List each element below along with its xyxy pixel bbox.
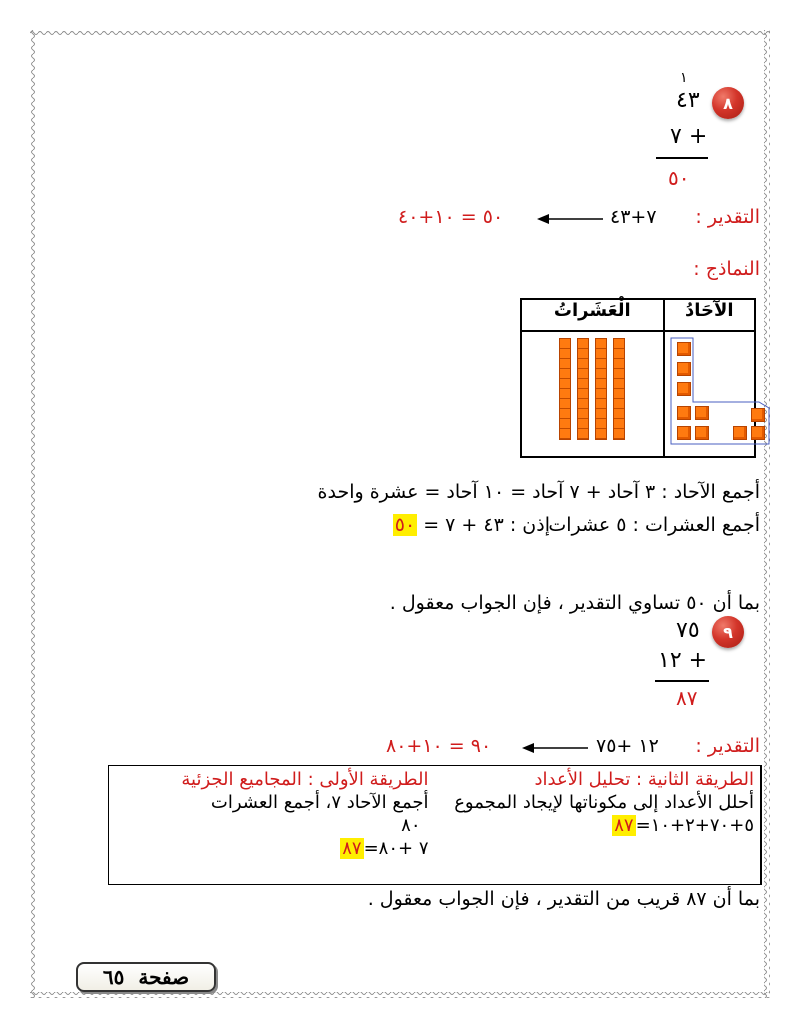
tens-sum-line: أجمع العشرات : ٥ عشرات <box>548 514 760 536</box>
method-2-expr-text: ٥+٧٠+٢+١٠= <box>635 815 754 836</box>
ones-cell <box>664 331 755 457</box>
ones-cube <box>677 382 691 396</box>
tens-cell <box>521 331 664 457</box>
tens-rod <box>613 338 625 440</box>
method-2-expr <box>441 814 755 837</box>
arrow-left-icon <box>537 212 603 226</box>
tens-rod <box>595 338 607 440</box>
problem-8-badge <box>712 87 744 119</box>
ones-cube <box>677 426 691 440</box>
estimate-result-9: ٩٠ = ١٠+٨٠ <box>386 735 492 757</box>
method-2-cell <box>435 766 762 884</box>
page-number: ٦٥ <box>102 965 125 989</box>
method-1-expr-text: ٧ +٨٠= <box>363 838 429 859</box>
problem-9-badge <box>712 616 744 648</box>
problem-8-number: ٨ <box>723 93 733 113</box>
ones-cube <box>677 342 691 356</box>
estimate-result-8: ٥٠ = ١٠+٤٠ <box>398 206 504 228</box>
addend-top-9: ٧٥ <box>676 618 700 643</box>
addend-top: ٤٣ <box>676 88 700 113</box>
ones-cube <box>751 408 765 422</box>
reasonable-line-8: بما أن ٥٠ تساوي التقدير ، فإن الجواب معقول . <box>389 592 760 614</box>
page-number-box <box>76 962 216 992</box>
estimate-label-8: التقدير : <box>695 206 760 228</box>
method-1-cell <box>109 766 435 884</box>
estimate-expr-9: ١٢ +٧٥ <box>596 735 659 757</box>
answer-highlight-9b: ٨٧ <box>614 815 634 836</box>
estimate-expr-8: ٧+٤٣ <box>610 206 657 228</box>
sum-line <box>656 157 708 159</box>
tens-rod <box>577 338 589 440</box>
method-1-title: الطريقة الأولى : المجاميع الجزئية <box>181 769 429 790</box>
conclusion-expr-text: إذن : ٤٣ + ٧ = <box>423 514 550 536</box>
method-2-step: أحلل الأعداد إلى مكوناتها لإيجاد المجموع <box>454 792 754 813</box>
ones-sum-line: أجمع الآحاد : ٣ آحاد + ٧ آحاد = ١٠ آحاد = عشرة واحدة <box>317 481 760 503</box>
method-2-title: الطريقة الثانية : تحليل الأعداد <box>534 769 754 790</box>
method-1-expr <box>115 837 429 860</box>
ones-cube <box>751 426 765 440</box>
answer-highlight-8: ٥٠ <box>394 514 416 536</box>
reasonable-line-9: بما أن ٨٧ قريب من التقدير ، فإن الجواب معقول . <box>367 888 760 910</box>
ones-cube <box>695 426 709 440</box>
problem-9-number: ٩ <box>723 622 733 642</box>
sum-result-9: ٨٧ <box>676 686 698 710</box>
ones-cube <box>677 362 691 376</box>
sum-line-9 <box>655 680 709 682</box>
addend-bottom-9: ١٢ + <box>658 648 708 673</box>
page-label: صفحة <box>138 965 190 989</box>
methods-table <box>108 765 762 885</box>
arrow-left-icon <box>522 741 588 755</box>
method-1-step: أجمع الآحاد ٧، أجمع العشرات <box>210 792 429 813</box>
sum-result: ٥٠ <box>668 166 690 190</box>
models-label: النماذج : <box>693 258 760 280</box>
estimate-label-9: التقدير : <box>695 735 760 757</box>
addend-bottom: ٧ + <box>670 124 708 149</box>
tens-rod <box>559 338 571 440</box>
ones-cube <box>677 406 691 420</box>
method-1-tens: ٨٠ <box>401 815 421 836</box>
carry-digit: ١ <box>680 70 688 86</box>
answer-highlight-9a: ٨٧ <box>342 838 362 859</box>
ones-cube <box>733 426 747 440</box>
conclusion-expr-8 <box>270 514 550 536</box>
tens-header: الْعَشَراتُ <box>521 299 664 331</box>
place-value-model <box>520 298 756 458</box>
ones-cube <box>695 406 709 420</box>
ones-header: الآحَادُ <box>664 299 755 331</box>
